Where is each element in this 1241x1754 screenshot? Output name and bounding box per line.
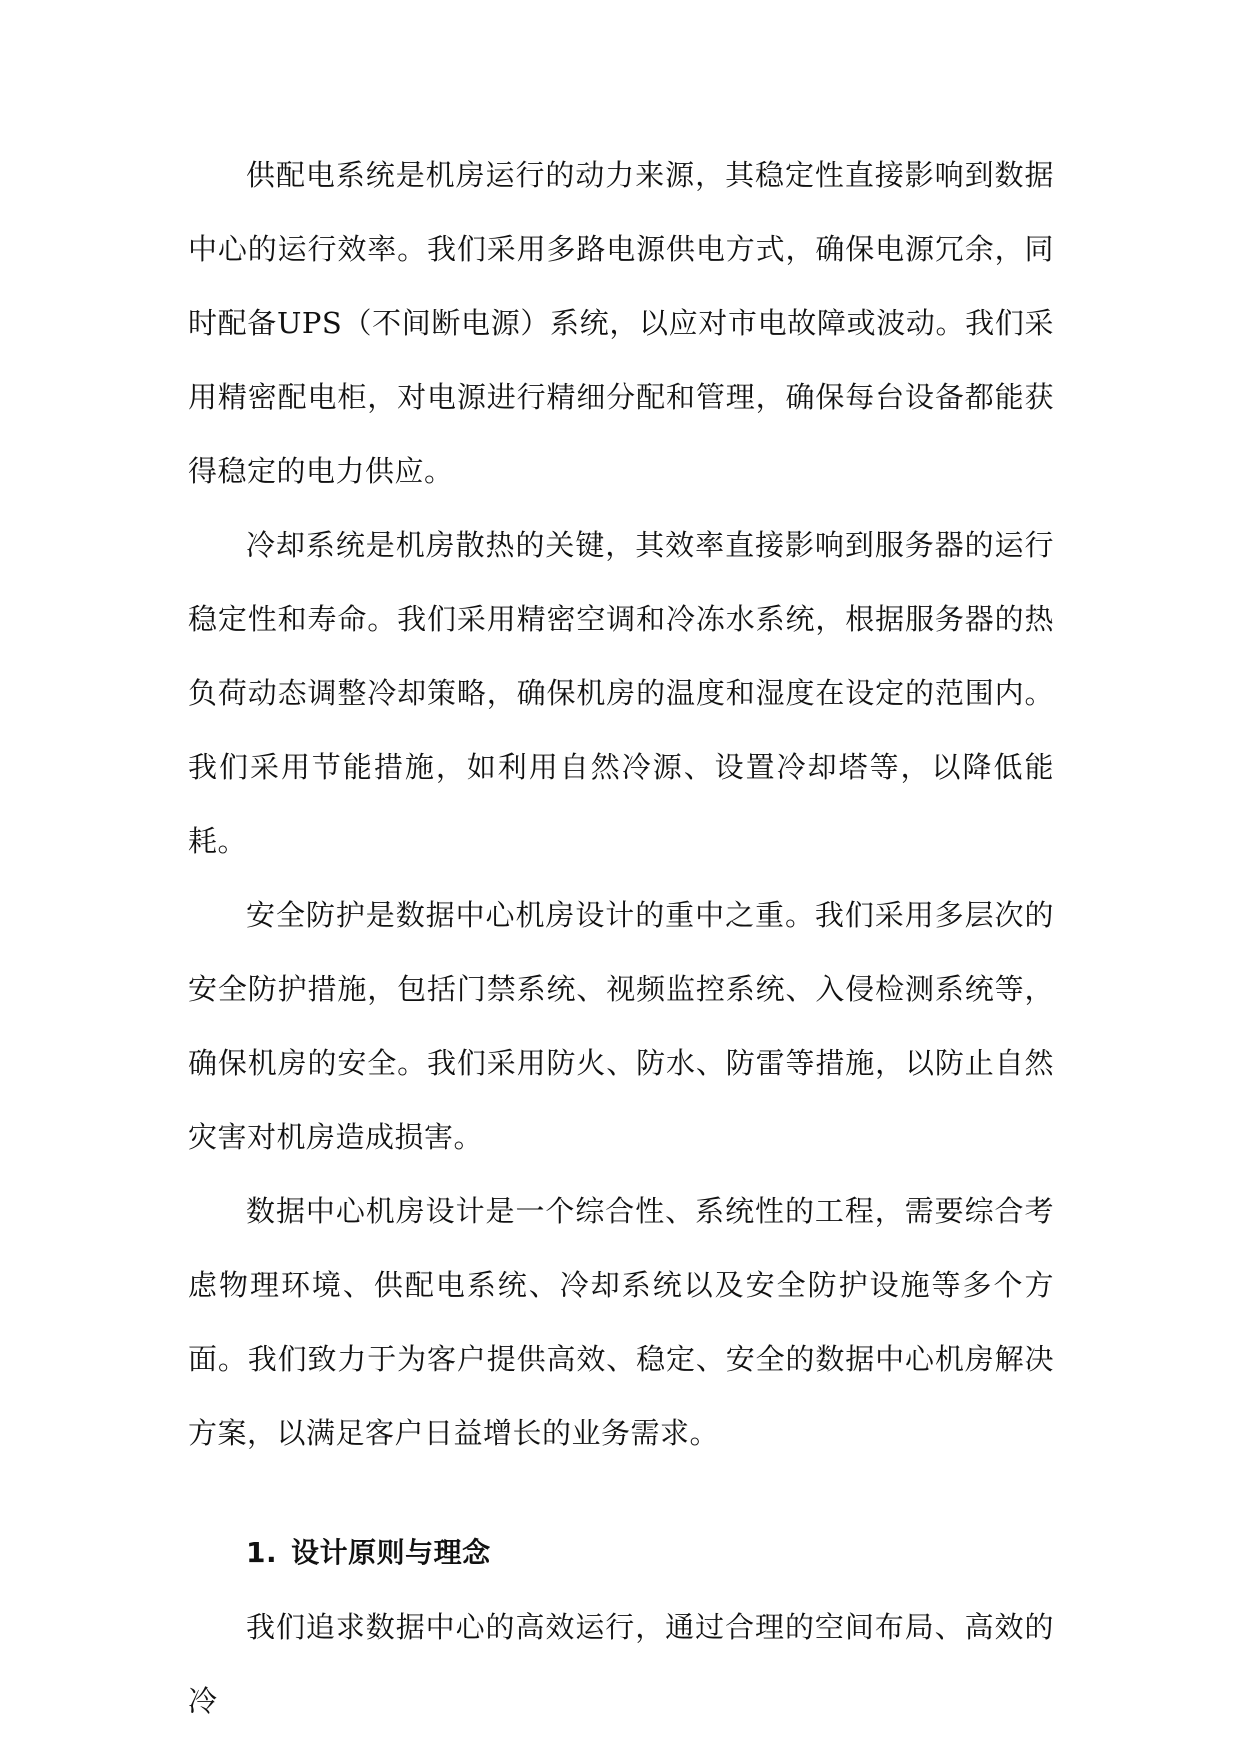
section-heading-title: 设计原则与理念	[291, 1536, 491, 1569]
paragraph-cooling-system: 冷却系统是机房散热的关键，其效率直接影响到服务器的运行稳定性和寿命。我们采用精密空调和冷冻水系统，根据服务器的热负荷动态调整冷却策略，确保机房的温度和湿度在设定的范围内。我们采用节能措施，如利用自然冷源、设置冷却塔等，以降低能耗。	[188, 528, 1054, 858]
paragraph-power-supply: 供配电系统是机房运行的动力来源，其稳定性直接影响到数据中心的运行效率。我们采用多路电源供电方式，确保电源冗余，同时配备UPS（不间断电源）系统，以应对市电故障或波动。我们采用精密配电柜，对电源进行精细分配和管理，确保每台设备都能获得稳定的电力供应。	[188, 158, 1054, 488]
paragraph-security-protection: 安全防护是数据中心机房设计的重中之重。我们采用多层次的安全防护措施，包括门禁系统、视频监控系统、入侵检测系统等，确保机房的安全。我们采用防火、防水、防雷等措施，以防止自然灾害对机房造成损害。	[188, 898, 1054, 1154]
section-heading	[188, 1516, 1054, 1590]
paragraph-summary: 数据中心机房设计是一个综合性、系统性的工程，需要综合考虑物理环境、供配电系统、冷却系统以及安全防护设施等多个方面。我们致力于为客户提供高效、稳定、安全的数据中心机房解决方案，以满足客户日益增长的业务需求。	[188, 1194, 1054, 1450]
document-page	[188, 138, 1054, 1738]
section-heading-number: 1.	[246, 1536, 278, 1569]
paragraph-design-principles: 我们追求数据中心的高效运行，通过合理的空间布局、高效的冷	[188, 1610, 1054, 1718]
